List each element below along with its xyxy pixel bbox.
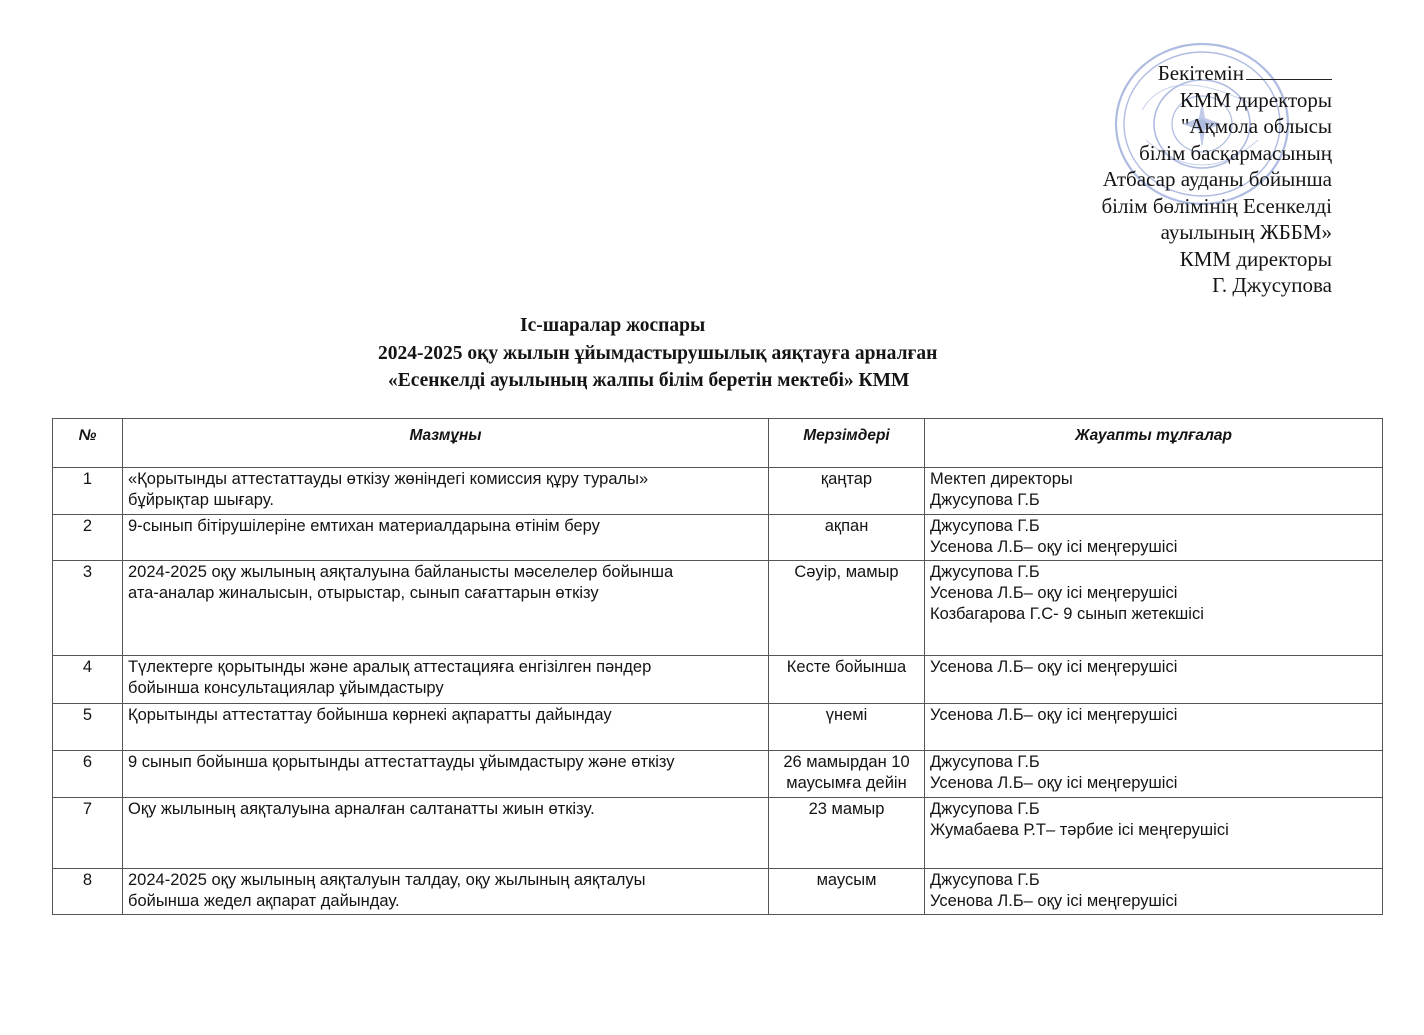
approval-line: Атбасар ауданы бойынша — [1102, 167, 1332, 191]
header-responsible: Жауапты тұлғалар — [925, 419, 1383, 468]
row-responsible: Усенова Л.Б– оқу ісі меңгерушісі — [925, 656, 1383, 704]
table-row — [53, 468, 1383, 515]
row-term: Кесте бойынша — [769, 656, 925, 704]
table-header-row — [53, 419, 1383, 468]
row-number: 3 — [53, 561, 123, 656]
approval-line: Бекітемін — [1101, 60, 1332, 87]
row-responsible: Мектеп директоры Джусупова Г.Б — [925, 468, 1383, 515]
table-row — [53, 656, 1383, 704]
approval-block — [1101, 60, 1332, 299]
row-responsible: Джусупова Г.Б Жумабаева Р.Т– тәрбие ісі меңгерушісі — [925, 798, 1383, 869]
row-number: 7 — [53, 798, 123, 869]
row-term: ақпан — [769, 515, 925, 561]
row-term: 26 мамырдан 10 маусымға дейін — [769, 751, 925, 798]
title-line-1: Іс-шаралар жоспары — [520, 315, 706, 336]
row-content: 9 сынып бойынша қорытынды аттестаттауды ұйымдастыру және өткізу — [123, 751, 769, 798]
events-plan-table — [52, 418, 1383, 915]
row-term: қаңтар — [769, 468, 925, 515]
row-responsible: Джусупова Г.Б Усенова Л.Б– оқу ісі меңгерушісі — [925, 751, 1383, 798]
approval-line: білім басқармасының — [1139, 140, 1332, 165]
row-number: 4 — [53, 656, 123, 704]
table-row — [53, 704, 1383, 751]
approval-line: ауылының ЖББМ» — [1160, 220, 1332, 244]
row-term: 23 мамыр — [769, 798, 925, 869]
row-content: Қорытынды аттестаттау бойынша көрнекі ақпаратты дайындау — [123, 704, 769, 751]
header-content: Мазмұны — [123, 419, 769, 468]
row-number: 5 — [53, 704, 123, 751]
row-responsible: Джусупова Г.Б Усенова Л.Б– оқу ісі меңгерушісі — [925, 515, 1383, 561]
row-number: 1 — [53, 468, 123, 515]
table-row — [53, 515, 1383, 561]
row-term: үнемі — [769, 704, 925, 751]
approval-line: КММ директоры — [1179, 87, 1332, 112]
row-term: Сәуір, мамыр — [769, 561, 925, 656]
approval-line: КММ директоры — [1179, 246, 1332, 271]
row-responsible: Усенова Л.Б– оқу ісі меңгерушісі — [925, 704, 1383, 751]
row-number: 8 — [53, 869, 123, 915]
row-responsible: Джусупова Г.Б Усенова Л.Б– оқу ісі меңгерушісі — [925, 869, 1383, 915]
row-number: 2 — [53, 515, 123, 561]
approval-line: "Ақмола облысы — [1180, 114, 1332, 138]
title-line-2: 2024-2025 оқу жылын ұйымдастырушылық аяқтауға арналған — [378, 343, 938, 364]
header-term: Мерзімдері — [769, 419, 925, 468]
row-content: «Қорытынды аттестаттауды өткізу жөніндегі комиссия құру туралы» бұйрықтар шығару. — [123, 468, 769, 515]
header-number: № — [53, 419, 123, 468]
row-content: Оқу жылының аяқталуына арналған салтанатты жиын өткізу. — [123, 798, 769, 869]
row-content: 2024-2025 оқу жылының аяқталуына байланысты мәселелер бойынша ата-аналар жиналысын, отырыстар, сынып сағаттарын өткізу — [123, 561, 769, 656]
title-line-3: «Есенкелді ауылының жалпы білім беретін мектебі» КММ — [388, 370, 910, 391]
row-content: 2024-2025 оқу жылының аяқталуын талдау, оқу жылының аяқталуы бойынша жедел ақпарат дайындау. — [123, 869, 769, 915]
row-number: 6 — [53, 751, 123, 798]
row-responsible: Джусупова Г.Б Усенова Л.Б– оқу ісі меңгерушісі Козбагарова Г.С- 9 сынып жетекшісі — [925, 561, 1383, 656]
table-row — [53, 561, 1383, 656]
table-row — [53, 798, 1383, 869]
table-row — [53, 751, 1383, 798]
approval-line: Г. Джусупова — [1212, 273, 1332, 297]
signature-blank — [1246, 78, 1332, 80]
approval-line: білім бөлімінің Есенкелді — [1101, 193, 1332, 218]
table-row — [53, 869, 1383, 915]
row-content: Түлектерге қорытынды және аралық аттестацияға енгізілген пәндер бойынша консультациялар ұйымдастыру — [123, 656, 769, 704]
row-term: маусым — [769, 869, 925, 915]
row-content: 9-сынып бітірушілеріне емтихан материалдарына өтінім беру — [123, 515, 769, 561]
